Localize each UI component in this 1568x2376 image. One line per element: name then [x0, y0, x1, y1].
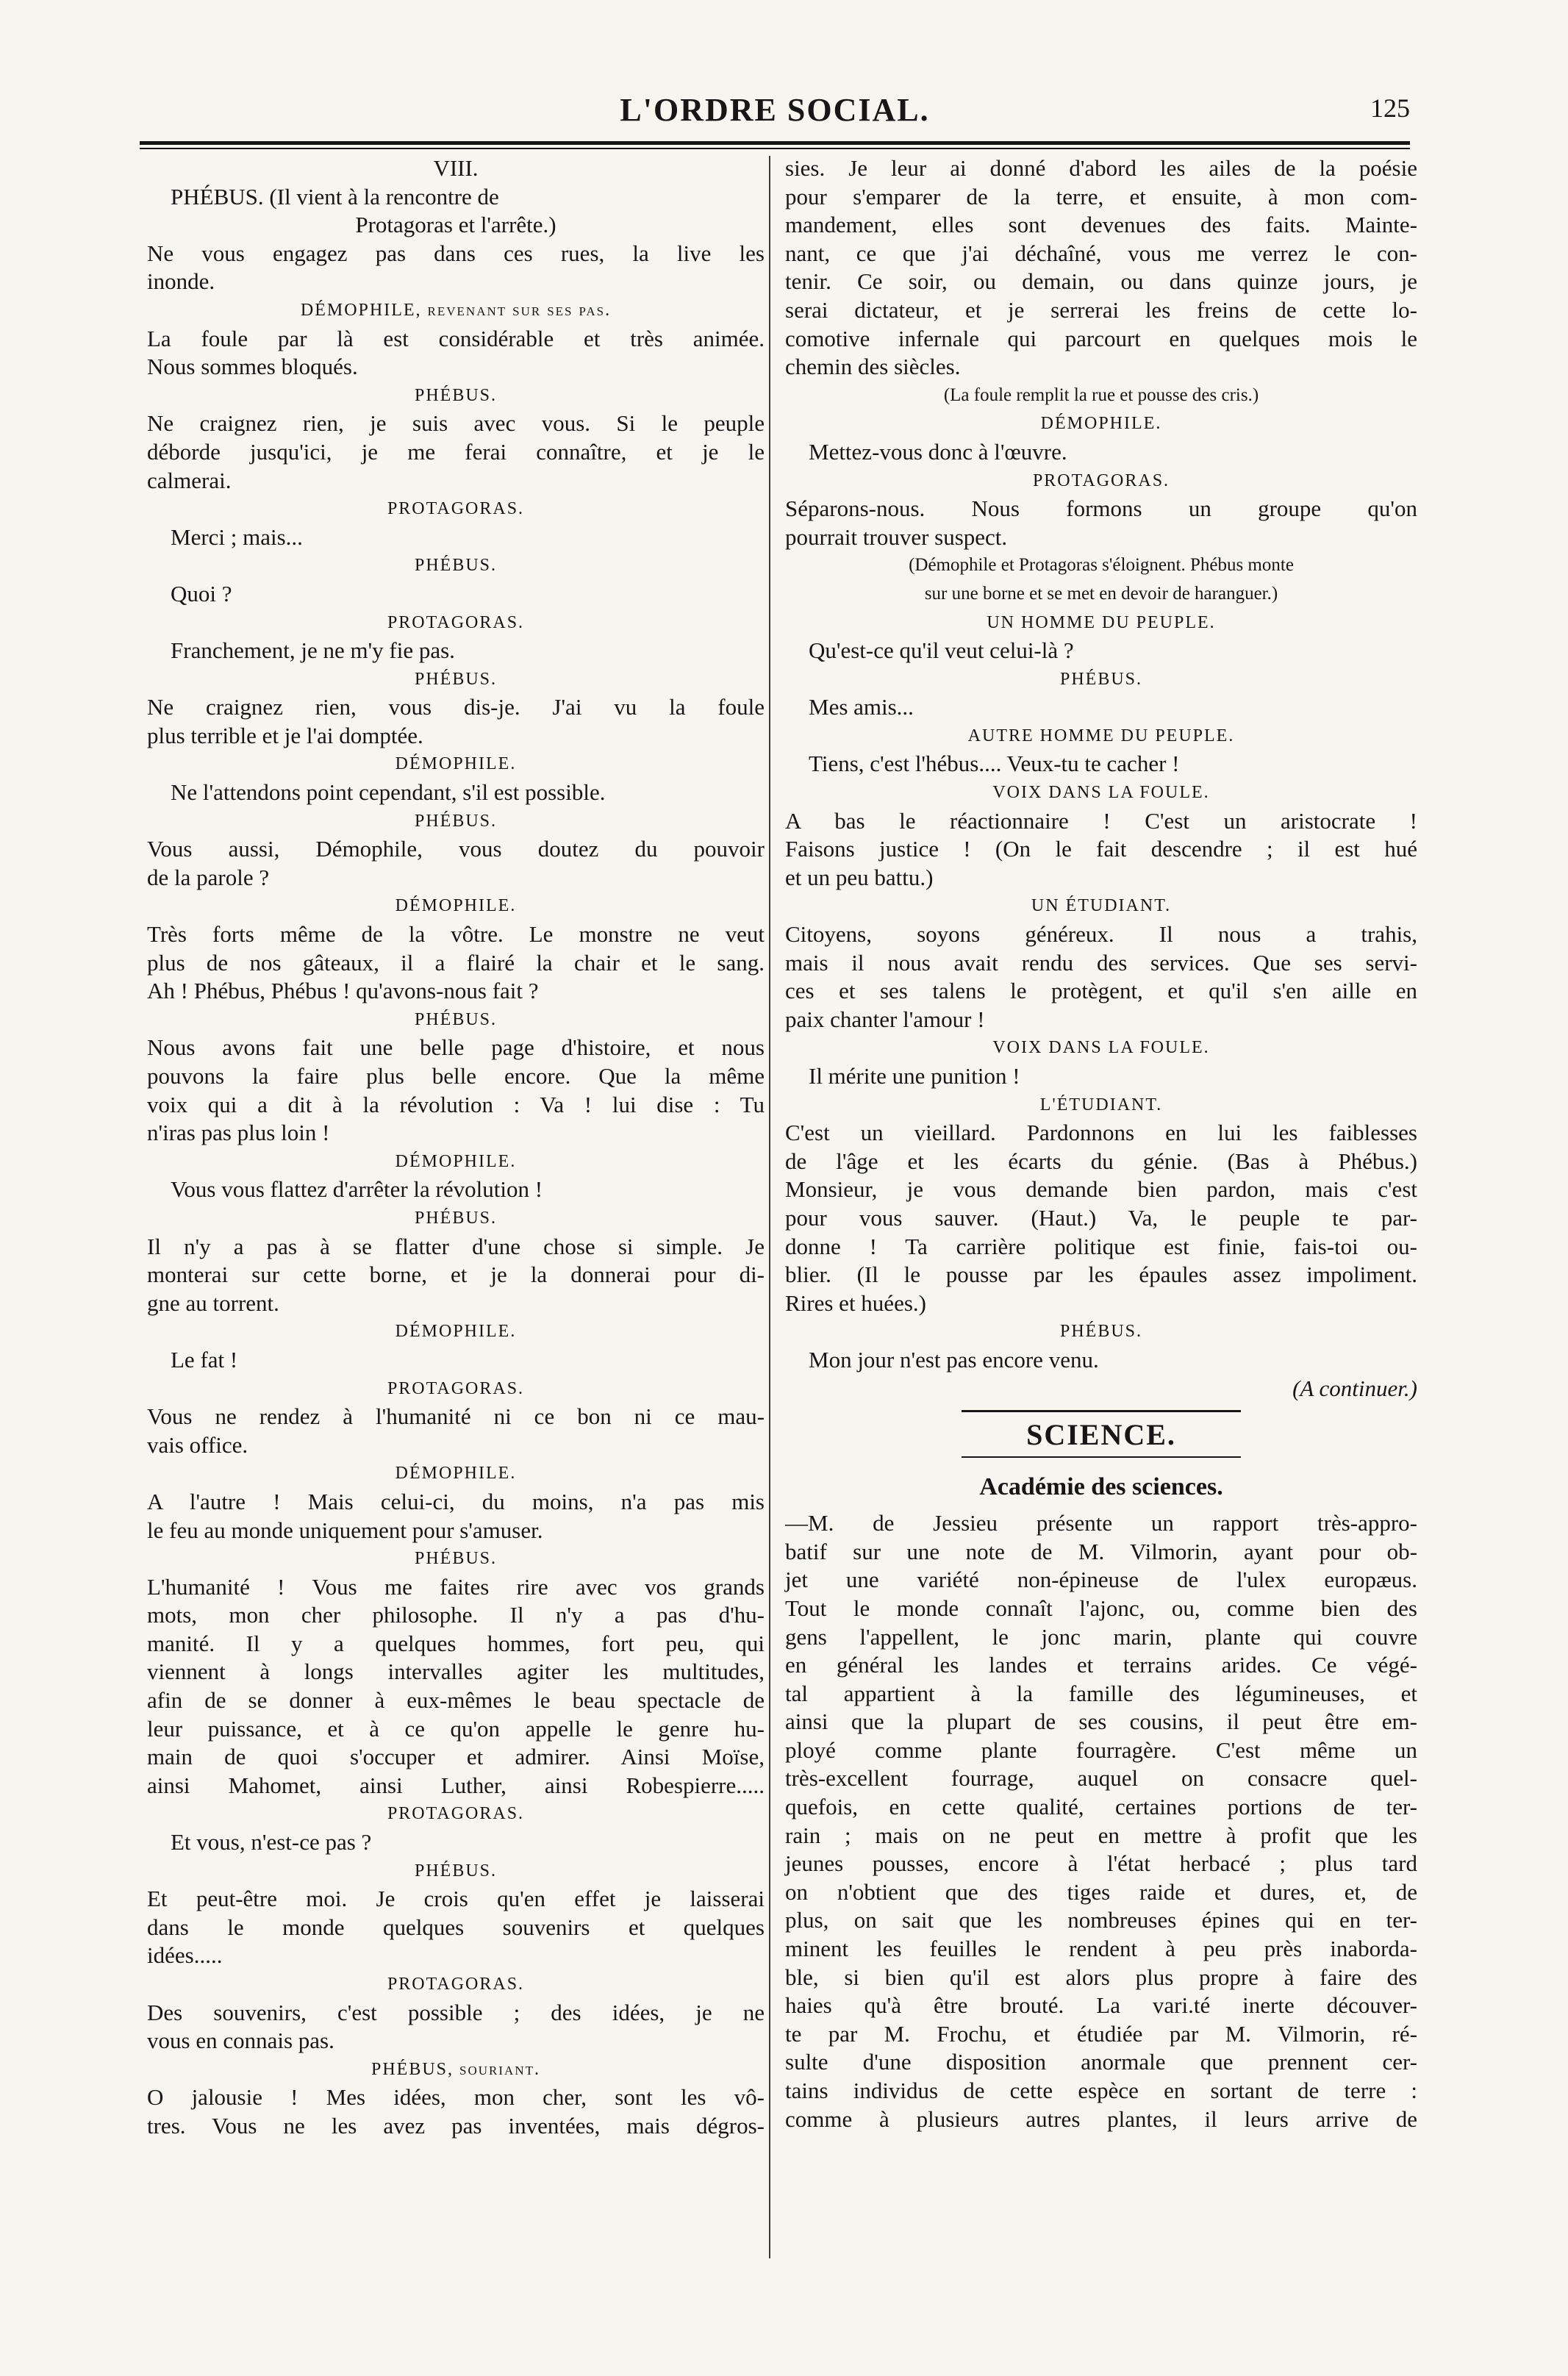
text-line: tains individus de cette espèce en sortant de terre :	[785, 2078, 1417, 2103]
speaker-name: PHÉBUS.	[414, 1009, 498, 1029]
text-line: plus de nos gâteaux, il a flairé la chair et le sang.	[147, 949, 765, 976]
text-line: ble, si bien qu'il est alors plus propre à faire des	[785, 1964, 1417, 1990]
text-line: —M. de Jessieu présente un rapport très-appro-	[785, 1510, 1417, 1536]
dialogue-line: Il mérite une punition !	[809, 1063, 1020, 1089]
text-line: chemin des siècles.	[785, 354, 961, 380]
text-line: minent les feuilles le rendent à peu près inaborda-	[785, 1936, 1417, 1962]
text-line: batif sur une note de M. Vilmorin, ayant pour ob-	[785, 1538, 1417, 1564]
stage-direction: (Démophile et Protagoras s'éloignent. Phébus monte	[909, 555, 1294, 576]
dialogue-line: Ne l'attendons point cependant, s'il est possible.	[171, 779, 606, 806]
text-line: vais office.	[147, 1431, 248, 1458]
speaker-name: DÉMOPHILE.	[395, 1464, 517, 1484]
text-line: en général les landes et terrains arides. Ce végé-	[785, 1652, 1417, 1678]
text-line: ces et ses talens le protègent, et qu'il s'en aille en	[785, 978, 1417, 1004]
text-line: Ne vous engagez pas dans ces rues, la live les	[147, 240, 765, 266]
text-line: Rires et huées.)	[785, 1289, 926, 1316]
left-column	[147, 154, 765, 2141]
speaker-name: DÉMOPHILE.	[395, 896, 517, 916]
speaker-name: UN HOMME DU PEUPLE.	[987, 612, 1216, 632]
text-line: sies. Je leur ai donné d'abord les ailes de la poésie	[785, 155, 1417, 181]
text-line: monterai sur cette borne, et je la donnerai pour di-	[147, 1262, 765, 1288]
text-line: ainsi Mahomet, ainsi Luther, ainsi Robespierre.....	[147, 1772, 765, 1798]
text-line: te par M. Frochu, et étudiée par M. Vilmorin, ré-	[785, 2020, 1417, 2047]
article-title: Académie des sciences.	[979, 1473, 1223, 1501]
text-line: Nous avons fait une belle page d'histoire, et nous	[147, 1034, 765, 1061]
text-line: donne ! Ta carrière politique est finie, fais-toi ou-	[785, 1233, 1417, 1259]
speaker-name: PHÉBUS.	[414, 385, 498, 405]
text-line: Tout le monde connaît l'ajonc, ou, comme bien des	[785, 1595, 1417, 1621]
speaker-name: DÉMOPHILE.	[395, 754, 517, 774]
speaker-name: DÉMOPHILE.	[395, 1151, 517, 1171]
speaker-name: PROTAGORAS.	[387, 1975, 525, 1994]
speaker-name: PROTAGORAS.	[387, 1804, 525, 1824]
dialogue-line: PHÉBUS. (Il vient à la rencontre de	[171, 183, 499, 210]
speaker-name: L'ÉTUDIANT.	[1039, 1095, 1163, 1114]
text-line: Très forts même de la vôtre. Le monstre ne veut	[147, 921, 765, 948]
text-line: rain ; mais on ne peut en mettre à profit que les	[785, 1822, 1417, 1848]
continuation-note: (A continuer.)	[1292, 1375, 1417, 1401]
speaker-name: PROTAGORAS.	[1032, 470, 1170, 490]
text-line: main de quoi s'occuper et admirer. Ainsi Moïse,	[147, 1744, 765, 1770]
text-line: ainsi que la plupart de ses cousins, il peut être em-	[785, 1708, 1417, 1735]
dialogue-line: Franchement, je ne m'y fie pas.	[171, 637, 455, 664]
speaker-name: DÉMOPHILE, revenant sur ses pas.	[300, 300, 612, 320]
text-line: viennent à longs intervalles agiter les multitudes,	[147, 1658, 765, 1685]
speaker-name: PROTAGORAS.	[387, 612, 525, 632]
text-line: tal appartient à la famille des légumineuses, et	[785, 1680, 1417, 1706]
speaker-name: PHÉBUS.	[414, 669, 498, 689]
scene-number: Protagoras et l'arrête.)	[355, 212, 556, 238]
text-line: déborde jusqu'ici, je me ferai connaître, et je le	[147, 438, 765, 465]
text-line: mais il nous avait rendu des services. Que ses servi-	[785, 949, 1417, 976]
text-line: Et peut-être moi. Je crois qu'en effet je laisserai	[147, 1886, 765, 1912]
speaker-name: PHÉBUS.	[1059, 1322, 1143, 1342]
text-line: sulte d'une disposition anormale que prennent cer-	[785, 2049, 1417, 2075]
speaker-name: PROTAGORAS.	[387, 499, 525, 519]
speaker-name: PROTAGORAS.	[387, 1378, 525, 1398]
dialogue-line: Vous vous flattez d'arrêter la révolution !	[171, 1176, 543, 1203]
speaker-name: DÉMOPHILE.	[1040, 414, 1162, 434]
text-line: pour s'emparer de la terre, et ensuite, à mon com-	[785, 183, 1417, 210]
text-line: paix chanter l'amour !	[785, 1006, 985, 1032]
text-line: dans le monde quelques souvenirs et quelques	[147, 1914, 765, 1940]
dialogue-line: Qu'est-ce qu'il veut celui-là ?	[809, 637, 1074, 664]
text-line: inonde.	[147, 268, 215, 295]
text-line: afin de se donner à eux-mêmes le beau spectacle de	[147, 1687, 765, 1714]
text-line: pourrait trouver suspect.	[785, 523, 1008, 550]
right-column	[785, 154, 1417, 2133]
speaker-name: PHÉBUS.	[414, 1861, 498, 1881]
text-line: vous en connais pas.	[147, 2028, 334, 2054]
speaker-name: AUTRE HOMME DU PEUPLE.	[967, 726, 1235, 745]
text-line: Il n'y a pas à se flatter d'une chose si simple. Je	[147, 1233, 765, 1259]
dialogue-line: Tiens, c'est l'hébus.... Veux-tu te cacher !	[809, 751, 1180, 777]
text-line: leur puissance, et à ce qu'on appelle le genre hu-	[147, 1715, 765, 1742]
column-divider	[769, 156, 770, 2258]
text-line: comotive infernale qui parcourt en quelques mois le	[785, 325, 1417, 351]
text-line: Ne craignez rien, vous dis-je. J'ai vu la foule	[147, 694, 765, 720]
text-line: A bas le réactionnaire ! C'est un aristocrate !	[785, 807, 1417, 834]
text-line: jeunes pousses, encore à l'état herbacé ; plus tard	[785, 1850, 1417, 1877]
text-line: Ne craignez rien, je suis avec vous. Si le peuple	[147, 410, 765, 437]
text-line: La foule par là est considérable et très animée.	[147, 325, 765, 351]
text-line: tenir. Ce soir, ou demain, ou dans quinze jours, je	[785, 268, 1417, 295]
text-line: Ah ! Phébus, Phébus ! qu'avons-nous fait ?	[147, 978, 539, 1004]
text-line: Séparons-nous. Nous formons un groupe qu'on	[785, 495, 1417, 522]
header-rule-thick	[140, 141, 1410, 145]
running-title: L'ORDRE SOCIAL.	[620, 92, 930, 128]
speaker-name: DÉMOPHILE.	[395, 1322, 517, 1342]
text-line: de la parole ?	[147, 864, 270, 890]
stage-direction: (La foule remplit la rue et pousse des cris.)	[943, 384, 1259, 405]
stage-direction: sur une borne et se met en devoir de haranguer.)	[924, 583, 1278, 604]
text-line: n'iras pas plus loin !	[147, 1120, 330, 1146]
text-line: Vous aussi, Démophile, vous doutez du pouvoir	[147, 836, 765, 862]
text-line: plus, on sait que les nombreuses épines qui en ter-	[785, 1907, 1417, 1933]
text-line: mandement, elles sont devenues des faits. Mainte-	[785, 212, 1417, 238]
dialogue-line: Mon jour n'est pas encore venu.	[809, 1346, 1099, 1373]
section-rule	[962, 1410, 1241, 1412]
dialogue-line: Quoi ?	[171, 580, 232, 606]
text-line: de l'âge et les écarts du génie. (Bas à Phébus.)	[785, 1148, 1417, 1174]
text-line: jet une variété non-épineuse de l'ulex europæus.	[785, 1567, 1417, 1593]
speaker-name: VOIX DANS LA FOULE.	[992, 1038, 1210, 1058]
text-line: ployé comme plante fourragère. C'est même un	[785, 1736, 1417, 1763]
text-line: C'est un vieillard. Pardonnons en lui les faiblesses	[785, 1120, 1417, 1146]
text-line: blier. (Il le pousse par les épaules assez impoliment.	[785, 1262, 1417, 1288]
text-line: calmerai.	[147, 467, 232, 493]
dialogue-line: Et vous, n'est-ce pas ?	[171, 1829, 372, 1856]
speaker-name: PHÉBUS.	[414, 811, 498, 831]
section-rule	[962, 1456, 1241, 1458]
text-line: Des souvenirs, c'est possible ; des idées, je ne	[147, 1999, 765, 2025]
text-line: on n'obtient que des tiges raide et dures, et, de	[785, 1878, 1417, 1905]
speaker-name: VOIX DANS LA FOULE.	[992, 783, 1210, 803]
dialogue-line: Merci ; mais...	[171, 523, 303, 550]
text-line: pour vous sauver. (Haut.) Va, le peuple te par-	[785, 1204, 1417, 1231]
text-line: Citoyens, soyons généreux. Il nous a trahis,	[785, 921, 1417, 948]
text-line: L'humanité ! Vous me faites rire avec vos grands	[147, 1573, 765, 1600]
text-line: nant, ce que j'ai déchaîné, vous me verrez le con-	[785, 240, 1417, 266]
dialogue-line: Le fat !	[171, 1346, 238, 1373]
header-rule-thin	[140, 148, 1410, 149]
text-line: Faisons justice ! (On le fait descendre ; il est hué	[785, 836, 1417, 862]
text-line: pouvons la faire plus belle encore. Que la même	[147, 1063, 765, 1089]
dialogue-line: Mettez-vous donc à l'œuvre.	[809, 438, 1067, 465]
text-line: très-excellent fourrage, auquel on consacre quel-	[785, 1765, 1417, 1792]
text-line: plus terrible et je l'ai domptée.	[147, 722, 423, 748]
text-line: haies qu'à être brouté. La vari.té inerte découver-	[785, 1992, 1417, 2019]
text-line: le feu au monde uniquement pour s'amuser.	[147, 1517, 543, 1543]
scene-number: VIII.	[433, 155, 479, 181]
text-line: O jalousie ! Mes idées, mon cher, sont les vô-	[147, 2084, 765, 2111]
speaker-name: PHÉBUS, souriant.	[371, 2059, 540, 2079]
dialogue-line: Mes amis...	[809, 694, 914, 720]
speaker-name: PHÉBUS.	[414, 1549, 498, 1569]
text-line: A l'autre ! Mais celui-ci, du moins, n'a pas mis	[147, 1488, 765, 1514]
text-line: et un peu battu.)	[785, 864, 934, 890]
speaker-name: PHÉBUS.	[414, 556, 498, 576]
text-line: quefois, en cette qualité, certaines portions de ter-	[785, 1794, 1417, 1820]
text-line: voix qui a dit à la révolution : Va ! lui dise : Tu	[147, 1091, 765, 1117]
speaker-name: PHÉBUS.	[414, 1208, 498, 1228]
page-number: 125	[1370, 93, 1410, 123]
text-line: gens l'appellent, le jonc marin, plante qui couvre	[785, 1623, 1417, 1650]
text-line: tres. Vous ne les avez pas inventées, mais dégros-	[147, 2112, 765, 2139]
text-line: serai dictateur, et je serrerai les freins de cette lo-	[785, 296, 1417, 323]
speaker-name: PHÉBUS.	[1059, 669, 1143, 689]
text-line: manité. Il y a quelques hommes, fort peu, qui	[147, 1630, 765, 1656]
text-line: Vous ne rendez à l'humanité ni ce bon ni ce mau-	[147, 1403, 765, 1430]
text-line: mots, mon cher philosophe. Il n'y a pas d'hu-	[147, 1602, 765, 1628]
text-line: idées.....	[147, 1942, 223, 1969]
text-line: Nous sommes bloqués.	[147, 354, 358, 380]
text-line: comme à plusieurs autres plantes, il leurs arrive de	[785, 2105, 1417, 2132]
text-line: gne au torrent.	[147, 1289, 279, 1316]
page-header	[140, 87, 1410, 146]
text-line: Monsieur, je vous demande bien pardon, mais c'est	[785, 1176, 1417, 1203]
speaker-name: UN ÉTUDIANT.	[1031, 896, 1172, 916]
section-title: SCIENCE.	[1026, 1418, 1176, 1452]
